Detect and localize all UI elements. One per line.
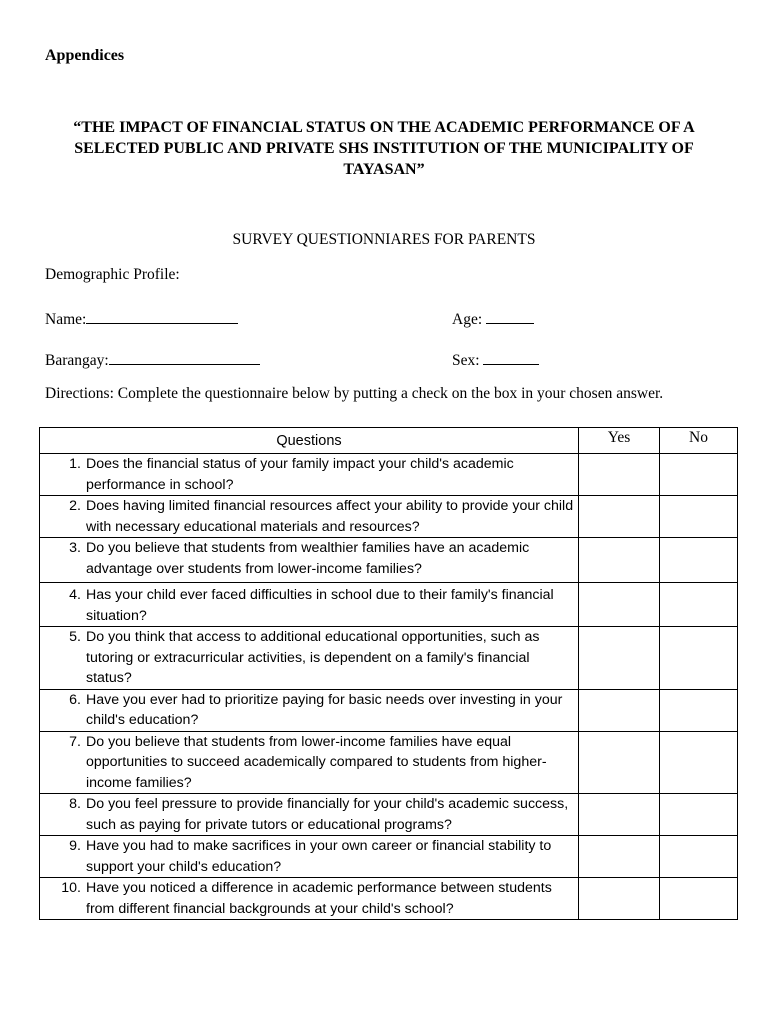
yes-checkbox-cell[interactable] [579,454,660,496]
name-label: Name: [45,311,87,328]
question-text: Do you think that access to additional educational opportunities, such as tutoring or extracurricular activities, is dependent on a family's financial status? [86,629,540,686]
no-checkbox-cell[interactable] [660,878,738,920]
question-text: Have you had to make sacrifices in your own career or financial stability to support your child's education? [86,838,552,875]
no-checkbox-cell[interactable] [660,496,738,538]
question-number: 4. [69,587,81,603]
no-checkbox-cell[interactable] [660,454,738,496]
questionnaire-table [39,427,738,920]
age-blank-line[interactable] [486,309,534,324]
yes-checkbox-cell[interactable] [579,836,660,878]
age-field[interactable] [452,309,534,329]
question-number: 8. [69,796,81,812]
question-number: 7. [69,733,81,750]
document-title [40,117,728,180]
table-row [40,794,738,836]
header-yes: Yes [579,428,660,454]
question-number: 6. [69,691,81,708]
no-checkbox-cell[interactable] [660,836,738,878]
question-cell [40,731,579,794]
yes-checkbox-cell[interactable] [579,583,660,627]
question-text: Do you believe that students from lower-income families have equal opportunities to succeed academically compared to students from higher-income families? [86,733,547,791]
yes-checkbox-cell[interactable] [579,689,660,731]
no-checkbox-cell[interactable] [660,627,738,690]
name-blank-line[interactable] [86,309,238,324]
table-row [40,836,738,878]
title-line-3: TAYASAN” [343,161,425,178]
question-text: Has your child ever faced difficulties in school due to their family's financial situation? [86,587,554,624]
question-number: 2. [69,498,81,514]
question-text: Do you feel pressure to provide financially for your child's academic success, such as paying for private tutors or educational programs? [86,796,569,833]
question-cell [40,583,579,627]
question-cell [40,538,579,583]
question-text: Have you ever had to prioritize paying for basic needs over investing in your child's education? [86,691,563,728]
question-text: Does having limited financial resources affect your ability to provide your child with necessary educational materials and resources? [86,498,574,535]
table-row [40,878,738,920]
no-checkbox-cell[interactable] [660,689,738,731]
appendices-heading: Appendices [45,47,125,64]
no-checkbox-cell[interactable] [660,583,738,627]
question-cell [40,836,579,878]
question-cell [40,878,579,920]
table-row [40,627,738,690]
question-number: 9. [69,838,81,854]
barangay-blank-line[interactable] [109,350,260,365]
question-cell [40,794,579,836]
demographic-profile-label: Demographic Profile: [45,266,180,283]
name-field[interactable] [45,309,238,329]
sex-blank-line[interactable] [483,350,539,365]
title-line-1: “THE IMPACT OF FINANCIAL STATUS ON THE ACADEMIC PERFORMANCE OF A [73,119,695,136]
no-checkbox-cell[interactable] [660,794,738,836]
table-row [40,454,738,496]
question-cell [40,627,579,690]
sex-field[interactable] [452,350,539,370]
table-header-row [40,428,738,454]
no-checkbox-cell[interactable] [660,731,738,794]
question-number: 5. [69,629,81,645]
question-text: Do you believe that students from wealthier families have an academic advantage over students from lower-income families? [86,540,530,577]
question-number: 1. [69,456,81,472]
question-cell [40,689,579,731]
question-text: Does the financial status of your family impact your child's academic performance in school? [86,456,514,493]
sex-label: Sex: [452,352,480,369]
table-row [40,538,738,583]
table-row [40,689,738,731]
barangay-field[interactable] [45,350,260,370]
yes-checkbox-cell[interactable] [579,538,660,583]
table-row [40,583,738,627]
question-cell [40,454,579,496]
survey-title: SURVEY QUESTIONNIARES FOR PARENTS [232,231,536,248]
question-cell [40,496,579,538]
header-questions: Questions [40,428,579,454]
question-text: Have you noticed a difference in academic performance between students from different financial backgrounds at your child's school? [86,880,552,917]
question-number: 3. [69,540,81,556]
title-line-2: SELECTED PUBLIC AND PRIVATE SHS INSTITUTION OF THE MUNICIPALITY OF [74,140,694,157]
age-label: Age: [452,311,483,328]
table-row [40,496,738,538]
no-checkbox-cell[interactable] [660,538,738,583]
barangay-label: Barangay: [45,352,109,369]
yes-checkbox-cell[interactable] [579,496,660,538]
yes-checkbox-cell[interactable] [579,794,660,836]
yes-checkbox-cell[interactable] [579,878,660,920]
table-row [40,731,738,794]
header-no: No [660,428,738,454]
yes-checkbox-cell[interactable] [579,627,660,690]
directions-text: Directions: Complete the questionnaire below by putting a check on the box in your chosen answer. [45,385,664,402]
question-number: 10. [61,880,81,896]
yes-checkbox-cell[interactable] [579,731,660,794]
